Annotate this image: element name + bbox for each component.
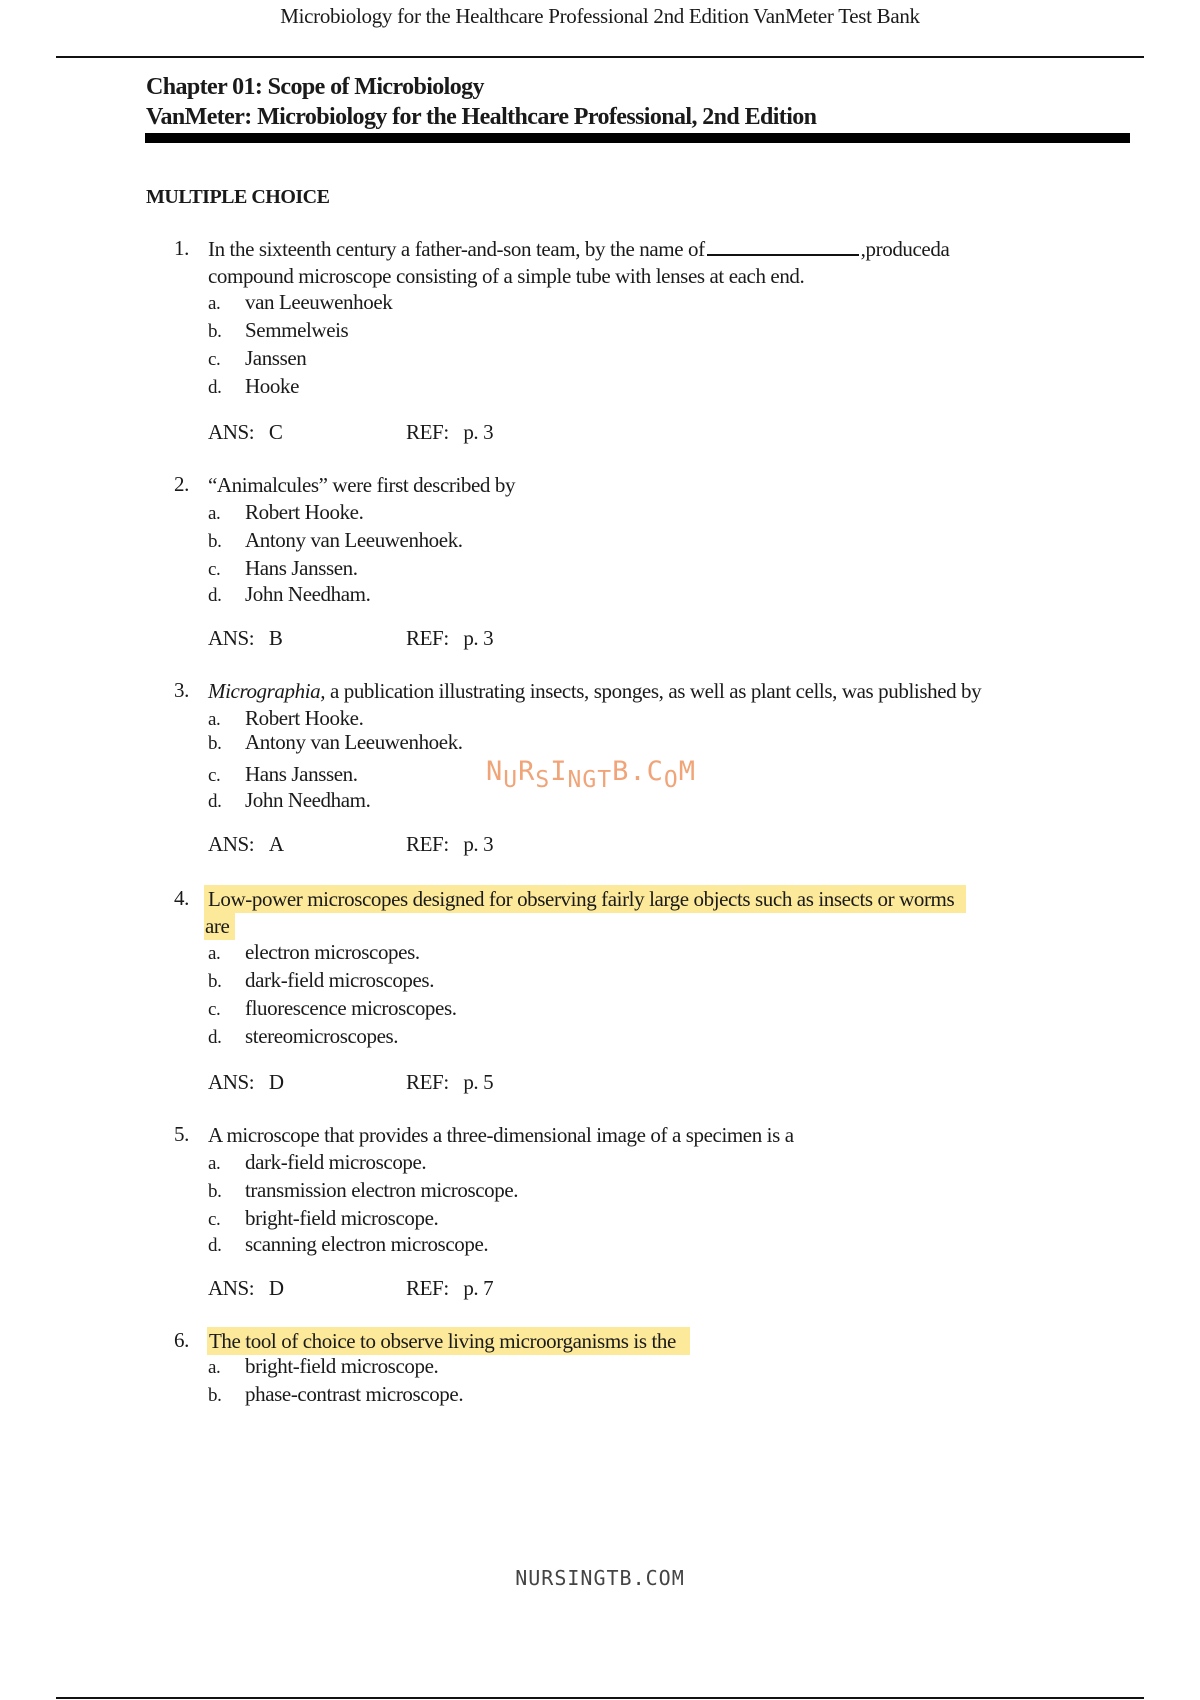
reference-line: REF: p. 3 (406, 832, 494, 856)
chapter-divider (145, 133, 1130, 143)
chapter-heading (146, 72, 816, 132)
option-a: a. Robert Hooke. (208, 706, 364, 730)
option-b: b. Semmelweis (208, 318, 349, 342)
reference-value: p. 3 (463, 420, 494, 444)
question-stem: “Animalcules” were first described by (208, 473, 516, 497)
option-a: a. dark-field microscope. (208, 1150, 427, 1174)
question-number: 6. (174, 1328, 189, 1352)
reference-value: p. 5 (463, 1070, 494, 1094)
question-stem (207, 1328, 1107, 1355)
option-d: d. John Needham. (208, 788, 371, 812)
answer-value: D (268, 1276, 284, 1300)
option-c: c. fluorescence microscopes. (208, 996, 457, 1020)
reference-value: p. 7 (463, 1276, 494, 1300)
reference-value: p. 3 (463, 626, 494, 650)
answer-value: C (268, 420, 283, 444)
option-b: b. Antony van Leeuwenhoek. (208, 730, 463, 754)
answer-value: B (268, 626, 283, 650)
option-a: a. Robert Hooke. (208, 500, 364, 524)
option-b: b. dark-field microscopes. (208, 968, 435, 992)
answer-line: ANS: D (208, 1070, 284, 1094)
question-stem: Micrographia, a publication illustrating insects, sponges, as well as plant cells, was published by (208, 679, 982, 703)
highlighted-text: are (204, 912, 235, 940)
option-d: d. John Needham. (208, 582, 371, 606)
question-number: 2. (174, 472, 189, 496)
option-c: c. Hans Janssen. (208, 762, 358, 786)
answer-line: ANS: C (208, 420, 283, 444)
option-d: d. stereomicroscopes. (208, 1024, 399, 1048)
reference-line: REF: p. 7 (406, 1276, 494, 1300)
book-title: VanMeter: Microbiology for the Healthcare Professional, 2nd Edition (146, 104, 817, 130)
option-d: d. Hooke (208, 374, 299, 398)
reference-value: p. 3 (463, 832, 494, 856)
footer-watermark: NURSINGTB.COM (515, 1566, 685, 1590)
option-a: a. electron microscopes. (208, 940, 420, 964)
fill-in-blank (707, 236, 859, 256)
question-number: 1. (174, 236, 189, 260)
answer-value: D (268, 1070, 284, 1094)
answer-line: ANS: A (208, 832, 284, 856)
option-a: a. van Leeuwenhoek (208, 290, 393, 314)
question-stem: In the sixteenth century a father-and-son team, by the name of ,produceda compound microscope consisting of a simple tube with lenses at each end. (208, 237, 950, 288)
option-b: b. Antony van Leeuwenhoek. (208, 528, 463, 552)
chapter-title: Chapter 01: Scope of Microbiology (146, 74, 484, 100)
option-a: a. bright-field microscope. (208, 1354, 439, 1378)
option-b: b. transmission electron microscope. (208, 1178, 519, 1202)
question-number: 3. (174, 678, 189, 702)
reference-line: REF: p. 5 (406, 1070, 494, 1094)
question-stem: A microscope that provides a three-dimensional image of a specimen is a (208, 1123, 794, 1147)
option-b: b. phase-contrast microscope. (208, 1382, 464, 1406)
option-c: c. Janssen (208, 346, 307, 370)
option-d: d. scanning electron microscope. (208, 1232, 489, 1256)
answer-value: A (268, 832, 284, 856)
answer-line: ANS: B (208, 626, 283, 650)
option-c: c. Hans Janssen. (208, 556, 358, 580)
highlighted-text: The tool of choice to observe living microorganisms is the (207, 1327, 690, 1355)
question-stem (204, 886, 1154, 940)
option-c: c. bright-field microscope. (208, 1206, 439, 1230)
reference-line: REF: p. 3 (406, 626, 494, 650)
footer-rule (56, 1697, 1144, 1699)
header-rule (56, 56, 1144, 58)
reference-line: REF: p. 3 (406, 420, 494, 444)
running-header: Microbiology for the Healthcare Professional 2nd Edition VanMeter Test Bank (280, 4, 920, 28)
section-title: MULTIPLE CHOICE (146, 186, 330, 208)
watermark-logo: NURSINGTB.COM (486, 756, 696, 793)
answer-line: ANS: D (208, 1276, 284, 1300)
highlighted-text: Low-power microscopes designed for observing fairly large objects such as insects or worms (204, 885, 966, 913)
question-number: 5. (174, 1122, 189, 1146)
question-number: 4. (174, 886, 189, 910)
